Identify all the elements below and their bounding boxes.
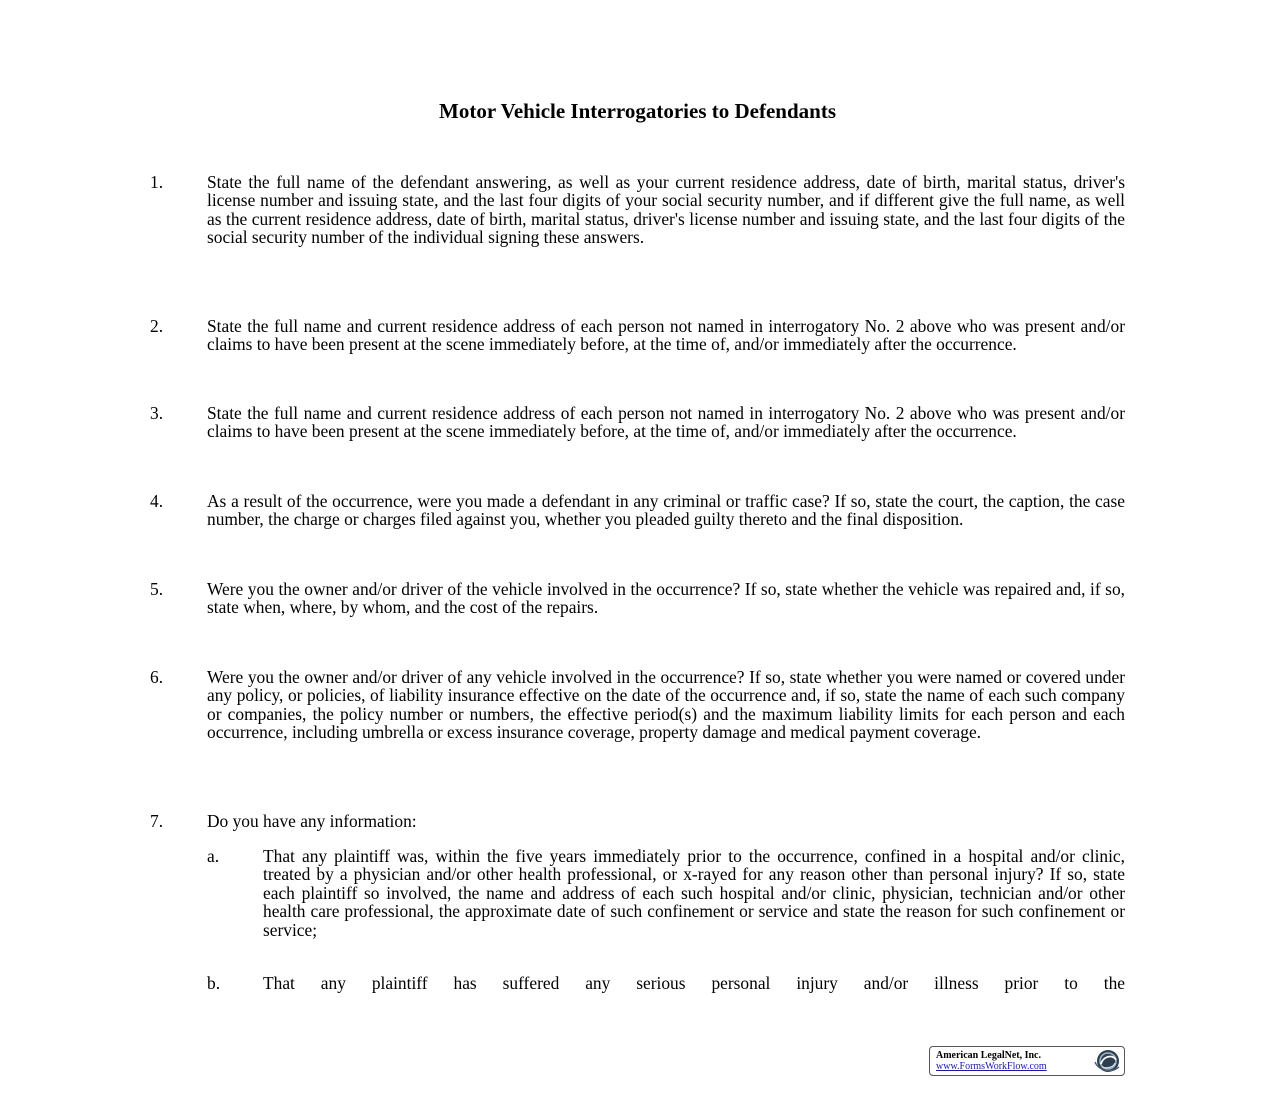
subitem-b [207,974,1125,992]
globe-swirl-icon [1093,1048,1121,1074]
item-text: Do you have any information: [207,811,417,831]
item-number: 3. [150,403,164,423]
subitem-text: That any plaintiff was, within the five years immediately prior to the occurrence, confined in a hospital and/or clinic, treated by a physician and/or other health professional, or x-rayed for any reason other than personal injury? If so, state each plaintiff so involved, the name and address of each such hospital and/or clinic, physician, technician and/or other health care professional, the approximate date of such confinement or service and state the reason for such confinement or service; [263,846,1125,940]
item-text: Were you the owner and/or driver of any vehicle involved in the occurrence? If so, state whether you were named or covered under any policy, or policies, of liability insurance effective on the date of the occurrence and, if so, state the name of each such company or companies, the policy number or numbers, the effective period(s) and the maximum liability limits for each person and each occurrence, including umbrella or excess insurance coverage, property damage and medical payment coverage. [207,667,1125,743]
interrogatory-item-3 [150,404,1125,441]
logo-company-name: American LegalNet, Inc. [936,1050,1041,1061]
item-number: 6. [150,667,164,687]
logo-url-link[interactable]: www.FormsWorkFlow.com [936,1061,1047,1072]
item-text: State the full name of the defendant answering, as well as your current residence address, date of birth, marital status, driver's license number and issuing state, and the last four digits of your social security number, and if different give the full name, as well as the current residence address, date of birth, marital status, driver's license number and issuing state, and the last four digits of the social security number of the individual signing these answers. [207,172,1125,248]
interrogatory-item-1 [150,173,1125,247]
item-number: 5. [150,579,164,599]
item-number: 2. [150,316,164,336]
interrogatory-item-2 [150,317,1125,354]
item-number: 7. [150,811,164,831]
item-text: As a result of the occurrence, were you made a defendant in any criminal or traffic case? If so, state the court, the caption, the case number, the charge or charges filed against you, whether you pleaded guilty thereto and the final disposition. [207,491,1125,530]
subitem-letter: b. [207,973,221,993]
interrogatory-item-6 [150,668,1125,742]
item-text: State the full name and current residence address of each person not named in interrogatory No. 2 above who was present and/or claims to have been present at the scene immediately before, at the time of, and/or immediately after the occurrence. [207,316,1125,355]
item-number: 1. [150,172,164,192]
page-title: Motor Vehicle Interrogatories to Defendants [439,99,836,123]
interrogatory-item-7 [150,812,1125,830]
item-text: State the full name and current residence address of each person not named in interrogatory No. 2 above who was present and/or claims to have been present at the scene immediately before, at the time of, and/or immediately after the occurrence. [207,403,1125,442]
item-number: 4. [150,491,164,511]
footer-logo[interactable] [929,1046,1125,1076]
subitem-letter: a. [207,846,220,866]
interrogatory-item-5 [150,580,1125,617]
item-text: Were you the owner and/or driver of the vehicle involved in the occurrence? If so, state whether the vehicle was repaired and, if so, state when, where, by whom, and the cost of the repairs. [207,579,1125,618]
subitem-a [207,847,1125,939]
interrogatory-item-4 [150,492,1125,529]
subitem-text: That any plaintiff has suffered any serious personal injury and/or illness prior to the [263,973,1125,993]
